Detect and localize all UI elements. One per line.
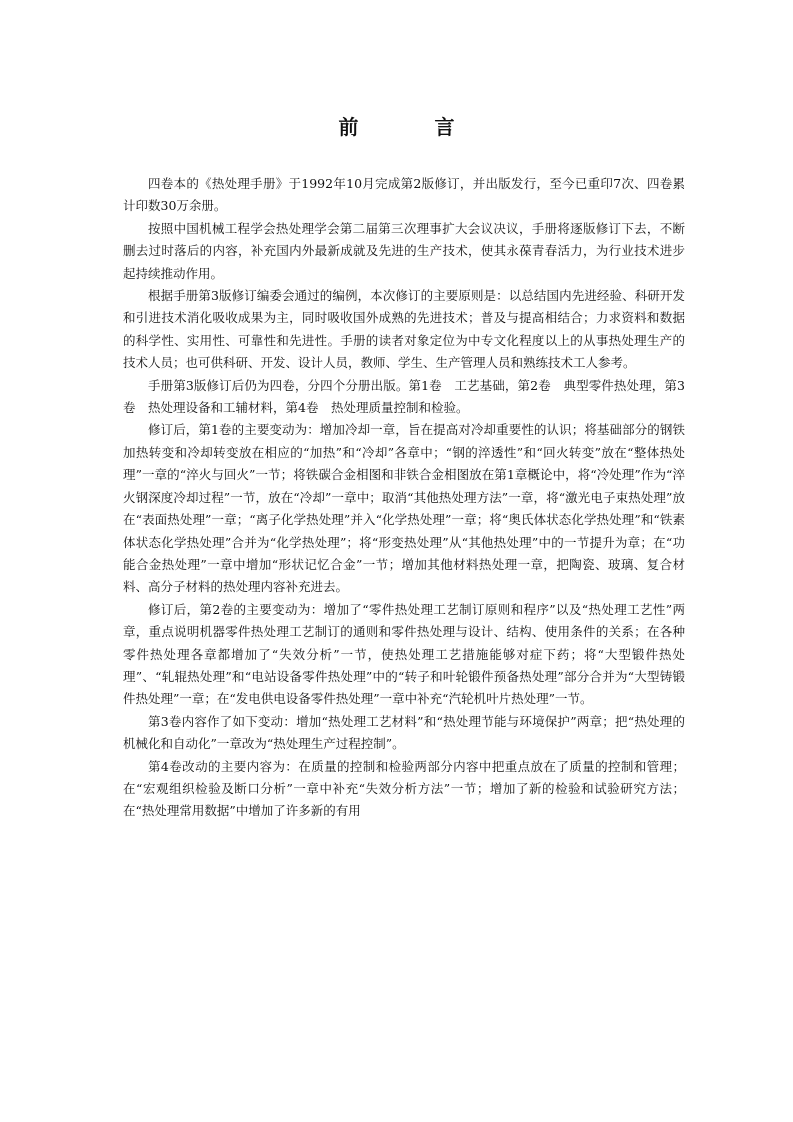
- paragraph-1: 四卷本的《热处理手册》于1992年10月完成第2版修订，并出版发行，至今已重印7次、四卷累计印数30万余册。: [123, 176, 685, 214]
- page-title: 前 言: [338, 115, 483, 139]
- paragraph-8: 第4卷改动的主要内容为：在质量的控制和检验两部分内容中把重点放在了质量的控制和管理；在“宏观组织检验及断口分析”一章中补充“失效分析方法”一节；增加了新的检验和试验研究方法；在“热处理常用数据”中增加了许多新的有用: [123, 758, 685, 819]
- paragraph-7: 第3卷内容作了如下变动：增加“热处理工艺材料”和“热处理节能与环境保护”两章；把“热处理的机械化和自动化”一章改为“热处理生产过程控制”。: [123, 713, 685, 752]
- paragraph-3: 根据手册第3版修订编委会通过的编例，本次修订的主要原则是：以总结国内先进经验、科研开发和引进技术消化吸收成果为主，同时吸收国外成熟的先进技术；普及与提高相结合；力求资料和数据的科学性、实用性、可靠性和先进性。手册的读者对象定位为中专文化程度以上的从事热处理生产的技术人员；也可供科研、开发、设计人员，教师、学生、生产管理人员和熟练技术工人参考。: [123, 288, 685, 371]
- paragraph-5: 修订后，第1卷的主要变动为：增加冷却一章，旨在提高对冷却重要性的认识；将基础部分的钢铁加热转变和冷却转变放在相应的“加热”和“冷却”各章中；“钢的淬透性”和“回火转变”放在“整体热处理”一章的“淬火与回火”一节；将铁碳合金相图和非铁合金相图放在第1章概论中，将“冷处理”作为“淬火钢深度冷却过程”一节，放在“冷却”一章中；取消“其他热处理方法”一章，将“激光电子束热处理”放在“表面热处理”一章；“离子化学热处理”并入“化学热处理”一章；将“奥氏体状态化学热处理”和“铁素体状态化学热处理”合并为“化学热处理”；将“形变热处理”从“其他热处理”中的一节提升为章；在“功能合金热处理”一章中增加“形状记忆合金”一节；增加其他材料热处理一章，把陶瓷、玻璃、复合材料、高分子材料的热处理内容补充进去。: [123, 422, 685, 595]
- preface-body: [123, 173, 685, 823]
- paragraph-6: 修订后，第2卷的主要变动为：增加了“零件热处理工艺制订原则和程序”以及“热处理工艺性”两章，重点说明机器零件热处理工艺制订的通则和零件热处理与设计、结构、使用条件的关系；在各种零件热处理各章都增加了“失效分析”一节，使热处理工艺措施能够对症下药；将“大型锻件热处理”、“轧辊热处理”和“电站设备零件热处理”中的“转子和叶轮锻件预备热处理”部分合并为“大型铸锻件热处理”一章；在“发电供电设备零件热处理”一章中补充“汽轮机叶片热处理”一节。: [123, 601, 685, 707]
- paragraph-2: 按照中国机械工程学会热处理学会第二届第三次理事扩大会议决议，手册将逐版修订下去，不断删去过时落后的内容，补充国内外最新成就及先进的生产技术，使其永葆青春活力，为行业技术进步起持续推动作用。: [123, 220, 685, 281]
- paragraph-4: 手册第3版修订后仍为四卷，分四个分册出版。第1卷 工艺基础，第2卷 典型零件热处理，第3卷 热处理设备和工辅材料，第4卷 热处理质量控制和检验。: [123, 377, 685, 416]
